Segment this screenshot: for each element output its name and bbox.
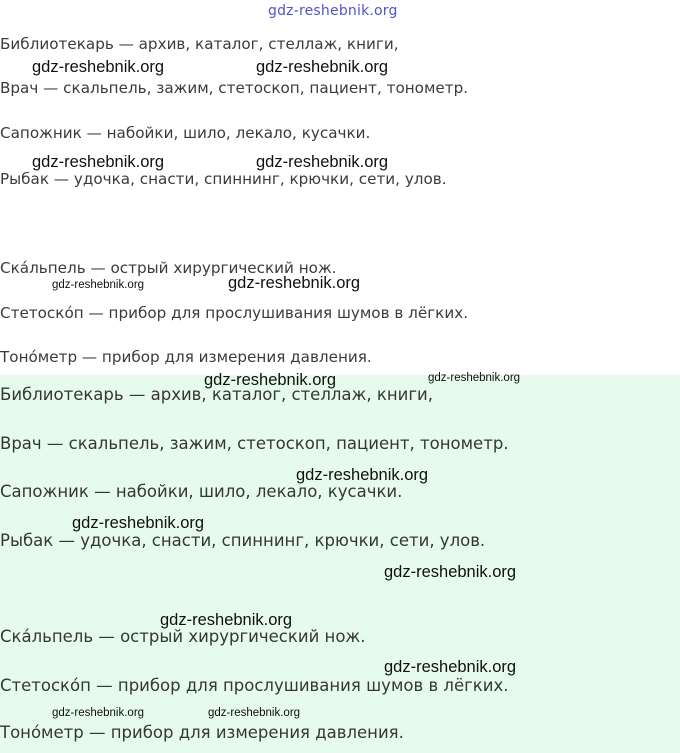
watermark: gdz-reshebnik.org: [32, 58, 165, 76]
watermark: gdz-reshebnik.org: [296, 466, 429, 484]
answer-line-stethoscope-definition: Стетоско́п — прибор для прослушивания шумов в лёгких.: [0, 676, 509, 695]
answer-line-fisherman: Рыбак — удочка, снасти, спиннинг, крючки, сети, улов.: [0, 531, 486, 550]
watermark: gdz-reshebnik.org: [428, 372, 521, 384]
watermark: gdz-reshebnik.org: [160, 611, 293, 629]
watermark: gdz-reshebnik.org: [52, 707, 145, 719]
answer-line-scalpel-definition: Ска́льпель — острый хирургический нож.: [0, 627, 366, 646]
watermark: gdz-reshebnik.org: [228, 274, 361, 292]
text-line-shoemaker: Сапожник — набойки, шило, лекало, кусачки.: [0, 124, 371, 142]
header-watermark: gdz-reshebnik.org: [268, 3, 398, 19]
text-line-tonometer-definition: Тоно́метр — прибор для измерения давления.: [0, 348, 372, 366]
answer-panel: [0, 375, 680, 753]
text-line-stethoscope-definition: Стетоско́п — прибор для прослушивания шумов в лёгких.: [0, 304, 469, 322]
watermark: gdz-reshebnik.org: [256, 153, 389, 171]
answer-line-doctor: Врач — скальпель, зажим, стетоскоп, пациент, тонометр.: [0, 434, 509, 453]
watermark: gdz-reshebnik.org: [52, 279, 145, 291]
text-line-doctor: Врач — скальпель, зажим, стетоскоп, пациент, тонометр.: [0, 79, 469, 97]
answer-line-tonometer-definition: Тоно́метр — прибор для измерения давления.: [0, 723, 404, 742]
text-line-librarian: Библиотекарь — архив, каталог, стеллаж, книги,: [0, 35, 399, 53]
text-line-scalpel-definition: Ска́льпель — острый хирургический нож.: [0, 259, 337, 277]
answer-line-shoemaker: Сапожник — набойки, шило, лекало, кусачки.: [0, 482, 403, 501]
watermark: gdz-reshebnik.org: [72, 514, 205, 532]
watermark: gdz-reshebnik.org: [208, 707, 301, 719]
watermark: gdz-reshebnik.org: [32, 153, 165, 171]
watermark: gdz-reshebnik.org: [384, 563, 517, 581]
answer-line-librarian: Библиотекарь — архив, каталог, стеллаж, книги,: [0, 385, 434, 404]
watermark: gdz-reshebnik.org: [204, 371, 337, 389]
watermark: gdz-reshebnik.org: [384, 658, 517, 676]
text-line-fisherman: Рыбак — удочка, снасти, спиннинг, крючки, сети, улов.: [0, 170, 447, 188]
watermark: gdz-reshebnik.org: [256, 58, 389, 76]
